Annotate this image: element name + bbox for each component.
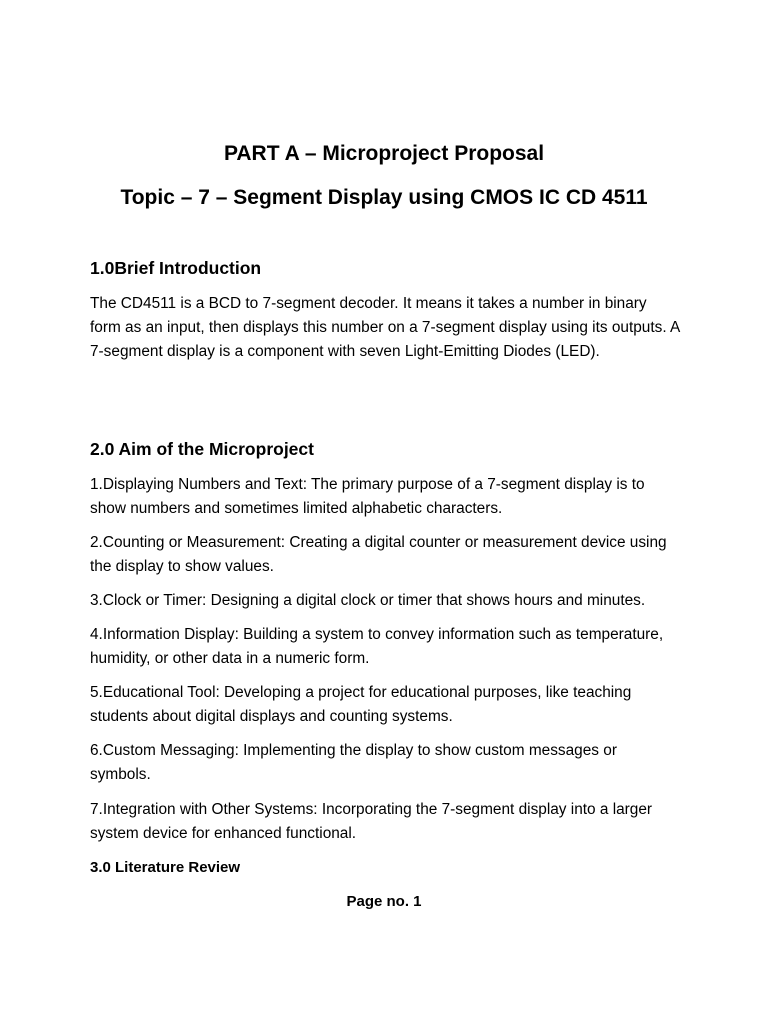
aim-item: 7.Integration with Other Systems: Incorporating the 7-segment display into a larger system device for enhanced functional. bbox=[90, 801, 653, 842]
document-topic: Topic – 7 – Segment Display using CMOS IC CD 4511 bbox=[120, 186, 648, 209]
introduction-paragraph: The CD4511 is a BCD to 7-segment decoder. It means it takes a number in binary form as an input, then displays this number on a 7-segment display using its outputs. A 7-segment display is a component with seven Light-Emitting Diodes (LED). bbox=[90, 295, 680, 360]
aim-item: 4.Information Display: Building a system to convey information such as temperature, humidity, or other data in a numeric form. bbox=[90, 626, 664, 667]
aim-item: 3.Clock or Timer: Designing a digital clock or timer that shows hours and minutes. bbox=[90, 592, 646, 609]
aim-item: 5.Educational Tool: Developing a project for educational purposes, like teaching students about digital displays and counting systems. bbox=[90, 684, 632, 725]
aim-item: 1.Displaying Numbers and Text: The primary purpose of a 7-segment display is to show numbers and sometimes limited alphabetic characters. bbox=[90, 476, 645, 517]
section-heading-literature-review: 3.0 Literature Review bbox=[90, 859, 241, 876]
document-title: PART A – Microproject Proposal bbox=[223, 142, 545, 165]
aim-item: 6.Custom Messaging: Implementing the display to show custom messages or symbols. bbox=[90, 742, 617, 783]
page-number: Page no. 1 bbox=[346, 893, 422, 910]
section-heading-aim: 2.0 Aim of the Microproject bbox=[90, 439, 314, 459]
section-heading-introduction: 1.0Brief Introduction bbox=[90, 258, 262, 278]
aim-item: 2.Counting or Measurement: Creating a digital counter or measurement device using the display to show values. bbox=[90, 534, 667, 575]
